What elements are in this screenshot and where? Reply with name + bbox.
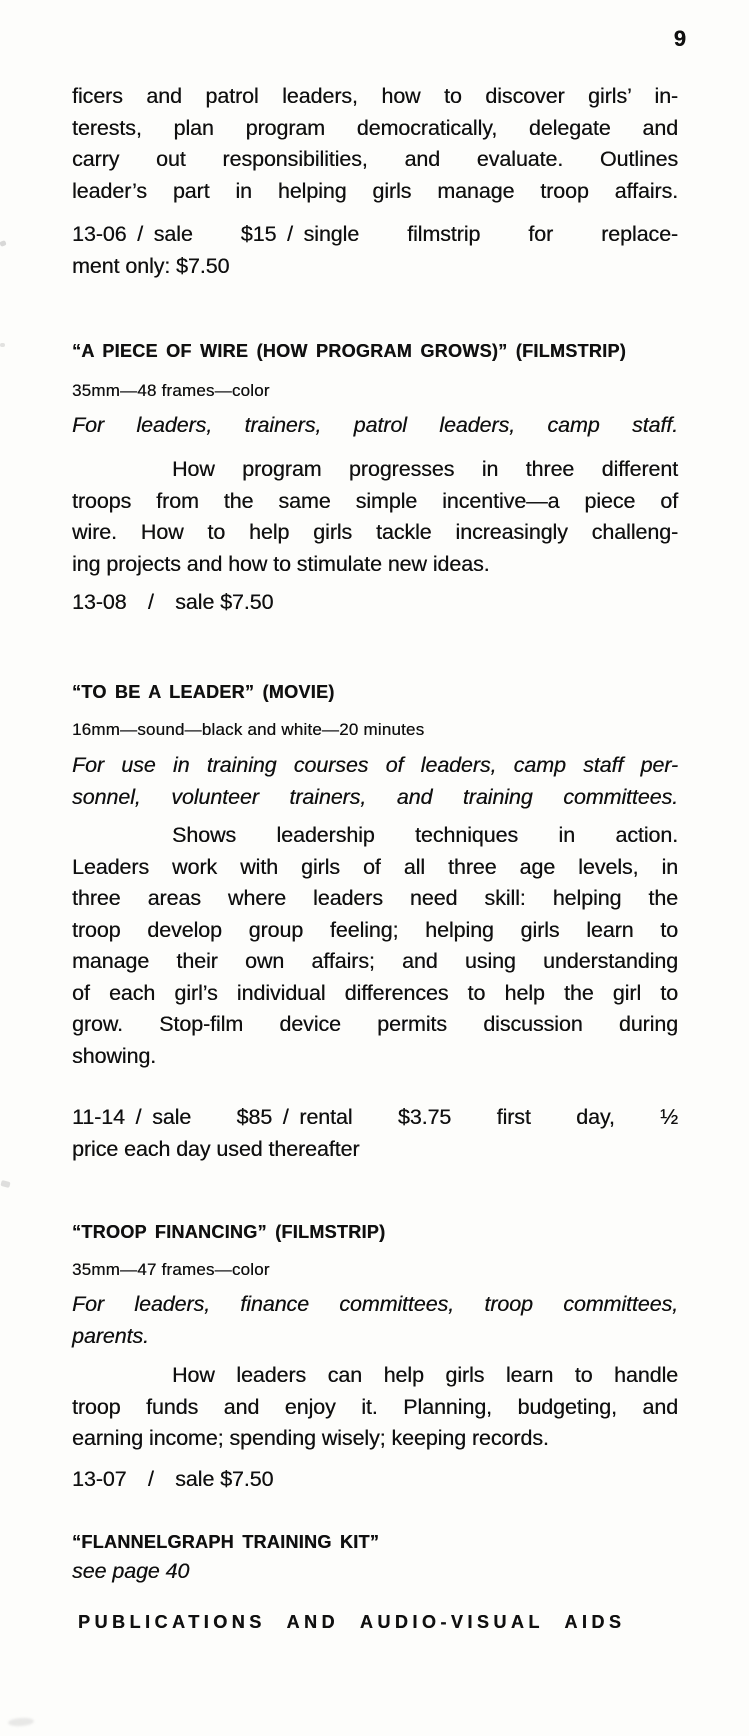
paragraph-line: terests, plan program democratically, delegate and: [72, 115, 678, 140]
description-line: showing.: [72, 1043, 157, 1068]
scan-speck: [0, 343, 5, 347]
item-audience: [72, 1289, 678, 1352]
item-specs: 35mm—48 frames—color: [72, 381, 270, 400]
description-line: How leaders can help girls learn to handle: [172, 1363, 678, 1387]
order-line: 13-08 / sale $7.50: [72, 590, 274, 614]
item-audience: [72, 750, 678, 813]
scan-speck: [0, 240, 7, 247]
description-line: Shows leadership techniques in action.: [172, 823, 678, 847]
description-line: How program progresses in three different: [172, 457, 678, 481]
paragraph-line: leader’s part in helping girls manage troop affairs.: [72, 178, 678, 203]
scan-speck: [0, 1180, 10, 1188]
description-line: wire. How to help girls tackle increasingly challeng-: [72, 520, 678, 544]
item-order-info: [72, 587, 678, 619]
cross-reference-line: see page 40: [72, 1559, 190, 1583]
item-description: [72, 454, 678, 580]
item-specs: 16mm—sound—black and white—20 minutes: [72, 720, 425, 739]
description-line: Leaders work with girls of all three age levels, in: [72, 854, 678, 879]
item-specs: 35mm—47 frames—color: [72, 1260, 270, 1279]
audience-line: parents.: [72, 1323, 149, 1348]
description-line: manage their own affairs; and using understanding: [72, 949, 678, 973]
order-line: price each day used thereafter: [72, 1136, 360, 1161]
description-line: of each girl’s individual differences to help the girl to: [72, 980, 678, 1005]
order-line: 11-14 / sale $85 / rental $3.75 first day, ½: [72, 1105, 678, 1129]
paragraph-line: ficers and patrol leaders, how to discover girls’ in-: [72, 84, 678, 108]
item-title: “TO BE A LEADER” (MOVIE): [72, 682, 335, 702]
description-line: troop funds and enjoy it. Planning, budgeting, and: [72, 1394, 678, 1419]
description-line: earning income; spending wisely; keeping records.: [72, 1426, 549, 1450]
item-title: “TROOP FINANCING” (FILMSTRIP): [72, 1222, 386, 1242]
page-number: 9: [673, 26, 686, 51]
description-line: troops from the same simple incentive—a piece of: [72, 488, 678, 513]
order-line: ment only: $7.50: [72, 253, 230, 278]
audience-line: For leaders, trainers, patrol leaders, camp staff.: [72, 413, 678, 437]
running-footer: PUBLICATIONS AND AUDIO-VISUAL AIDS: [78, 1612, 626, 1632]
order-line: 13-06 / sale $15 / single filmstrip for replace-: [72, 222, 678, 246]
scan-smudge: [8, 1717, 34, 1727]
item-title: “A PIECE OF WIRE (HOW PROGRAM GROWS)” (FILMSTRIP): [72, 341, 626, 361]
description-line: grow. Stop-film device permits discussion during: [72, 1012, 678, 1036]
description-line: ing projects and how to stimulate new ideas.: [72, 551, 490, 576]
item-audience: [72, 410, 678, 442]
intro-order-info: [72, 219, 678, 282]
audience-line: For use in training courses of leaders, camp staff per-: [72, 753, 678, 777]
order-line: 13-07 / sale $7.50: [72, 1467, 274, 1491]
cross-reference-note: [72, 1556, 678, 1588]
cross-reference-title: “FLANNELGRAPH TRAINING KIT”: [72, 1532, 380, 1552]
intro-paragraph: [72, 81, 678, 207]
item-description: [72, 1360, 678, 1455]
item-order-info: [72, 1102, 678, 1165]
audience-line: sonnel, volunteer trainers, and training committees.: [72, 784, 678, 809]
description-line: three areas where leaders need skill: helping the: [72, 886, 678, 910]
paragraph-line: carry out responsibilities, and evaluate. Outlines: [72, 147, 678, 171]
item-order-info: [72, 1464, 678, 1496]
description-line: troop develop group feeling; helping girls learn to: [72, 917, 678, 942]
item-description: [72, 820, 678, 1072]
audience-line: For leaders, finance committees, troop committees,: [72, 1292, 678, 1316]
